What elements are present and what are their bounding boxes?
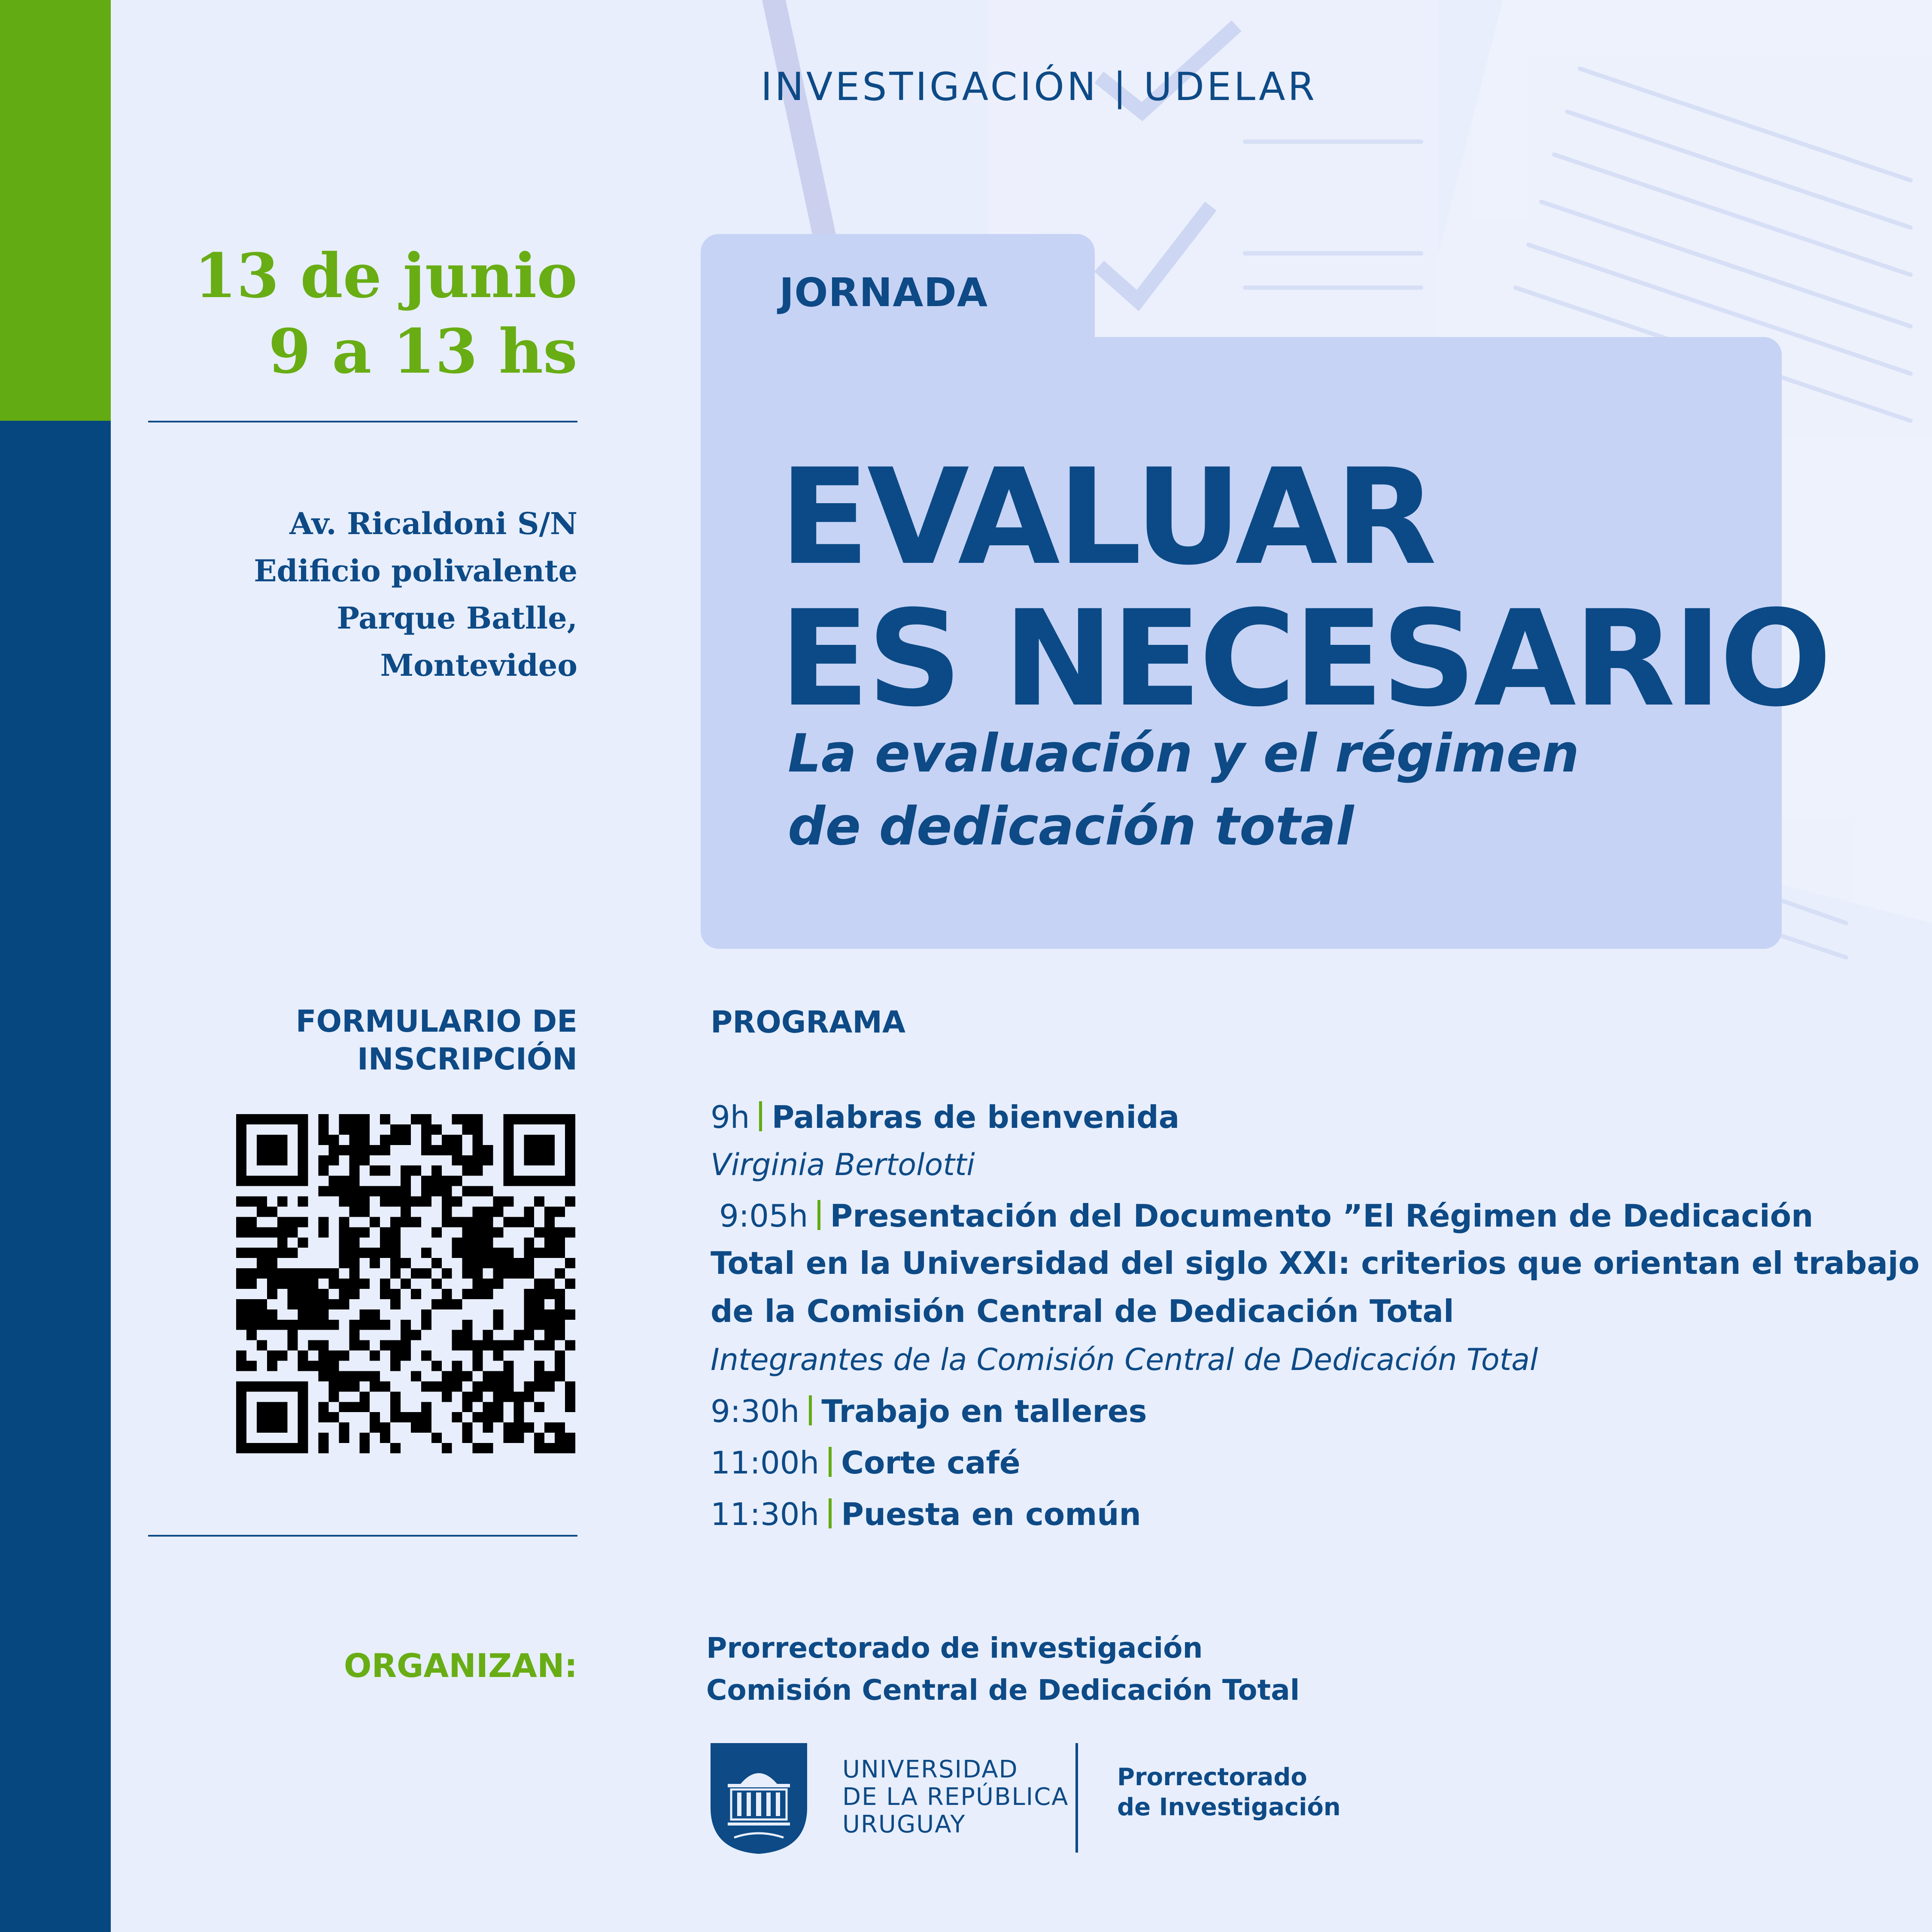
program-speaker: Integrantes de la Comisión Central de Dedicación Total (711, 1342, 1538, 1377)
program-time: 9:05h (719, 1198, 808, 1234)
address-line: Parque Batlle, (337, 600, 577, 636)
organizers-list (706, 1627, 1300, 1711)
title-line: ES NECESARIO (779, 582, 1829, 736)
separator (817, 1200, 820, 1230)
title-line: EVALUAR (779, 440, 1434, 594)
program-event-continued (711, 1293, 1454, 1329)
subtitle-line: de dedicación total (788, 796, 1354, 857)
program-event: Puesta en común (841, 1496, 1141, 1532)
prorrectorado-line: de Investigación (1117, 1793, 1341, 1821)
event-date-day: 13 de junio (194, 240, 577, 312)
program-item (719, 1198, 1813, 1234)
address-line: Montevideo (380, 647, 577, 683)
divider (148, 1535, 577, 1537)
program-item (711, 1099, 1179, 1135)
event-type: JORNADA (779, 270, 988, 316)
program-event-line: Total en la Universidad del siglo XXI: criterios que orientan el trabajo (711, 1245, 1920, 1281)
program-time: 9:30h (711, 1393, 800, 1429)
prorrectorado-line: Prorrectorado (1117, 1763, 1307, 1791)
address-line: Edificio polivalente (254, 553, 577, 589)
registration-label-line: INSCRIPCIÓN (357, 1042, 577, 1077)
registration-label-line: FORMULARIO DE (295, 1004, 577, 1039)
qr-code-icon[interactable] (236, 1114, 575, 1453)
separator (829, 1498, 832, 1528)
program-time: 11:30h (711, 1496, 820, 1532)
left-accent-green (0, 0, 111, 421)
program-item (711, 1393, 1147, 1429)
udelar-logo-text (842, 1756, 1069, 1838)
organizer-name: Comisión Central de Dedicación Total (706, 1674, 1300, 1707)
address-line: Av. Ricaldoni S/N (289, 506, 577, 541)
program-event: Presentación del Documento ”El Régimen de Dedicación (830, 1198, 1814, 1234)
udelar-shield-icon (711, 1743, 807, 1855)
program-speaker: Virginia Bertolotti (711, 1147, 975, 1182)
udelar-line: DE LA REPÚBLICA (842, 1783, 1069, 1811)
left-accent-blue (0, 421, 111, 1932)
separator (829, 1447, 832, 1477)
program-event: Trabajo en talleres (821, 1393, 1147, 1429)
event-title (779, 440, 1829, 736)
divider (148, 421, 577, 422)
organizers-label: ORGANIZAN: (343, 1646, 577, 1685)
program-event-line: de la Comisión Central de Dedicación Total (711, 1293, 1454, 1329)
event-date (194, 238, 577, 389)
udelar-line: URUGUAY (842, 1810, 966, 1838)
event-subtitle (788, 717, 1579, 863)
logo-divider (1075, 1743, 1078, 1853)
program-heading: PROGRAMA (711, 1005, 906, 1040)
separator (809, 1395, 812, 1425)
subtitle-line: La evaluación y el régimen (788, 723, 1580, 784)
header-title: INVESTIGACIÓN | UDELAR (760, 64, 1318, 109)
registration-label (296, 1002, 577, 1078)
program-item (711, 1445, 1021, 1481)
organizer-name: Prorrectorado de investigación (706, 1631, 1203, 1665)
program-event-continued (711, 1245, 1920, 1281)
prorrectorado-logo-text (1117, 1762, 1341, 1823)
program-time: 11:00h (711, 1445, 820, 1481)
separator (759, 1101, 762, 1131)
program-item (711, 1496, 1141, 1532)
event-address (254, 500, 577, 689)
program-event: Palabras de bienvenida (772, 1099, 1180, 1135)
program-event: Corte café (841, 1445, 1021, 1481)
udelar-line: UNIVERSIDAD (842, 1756, 1018, 1783)
event-date-hours: 9 a 13 hs (268, 316, 577, 387)
program-time: 9h (711, 1099, 750, 1135)
